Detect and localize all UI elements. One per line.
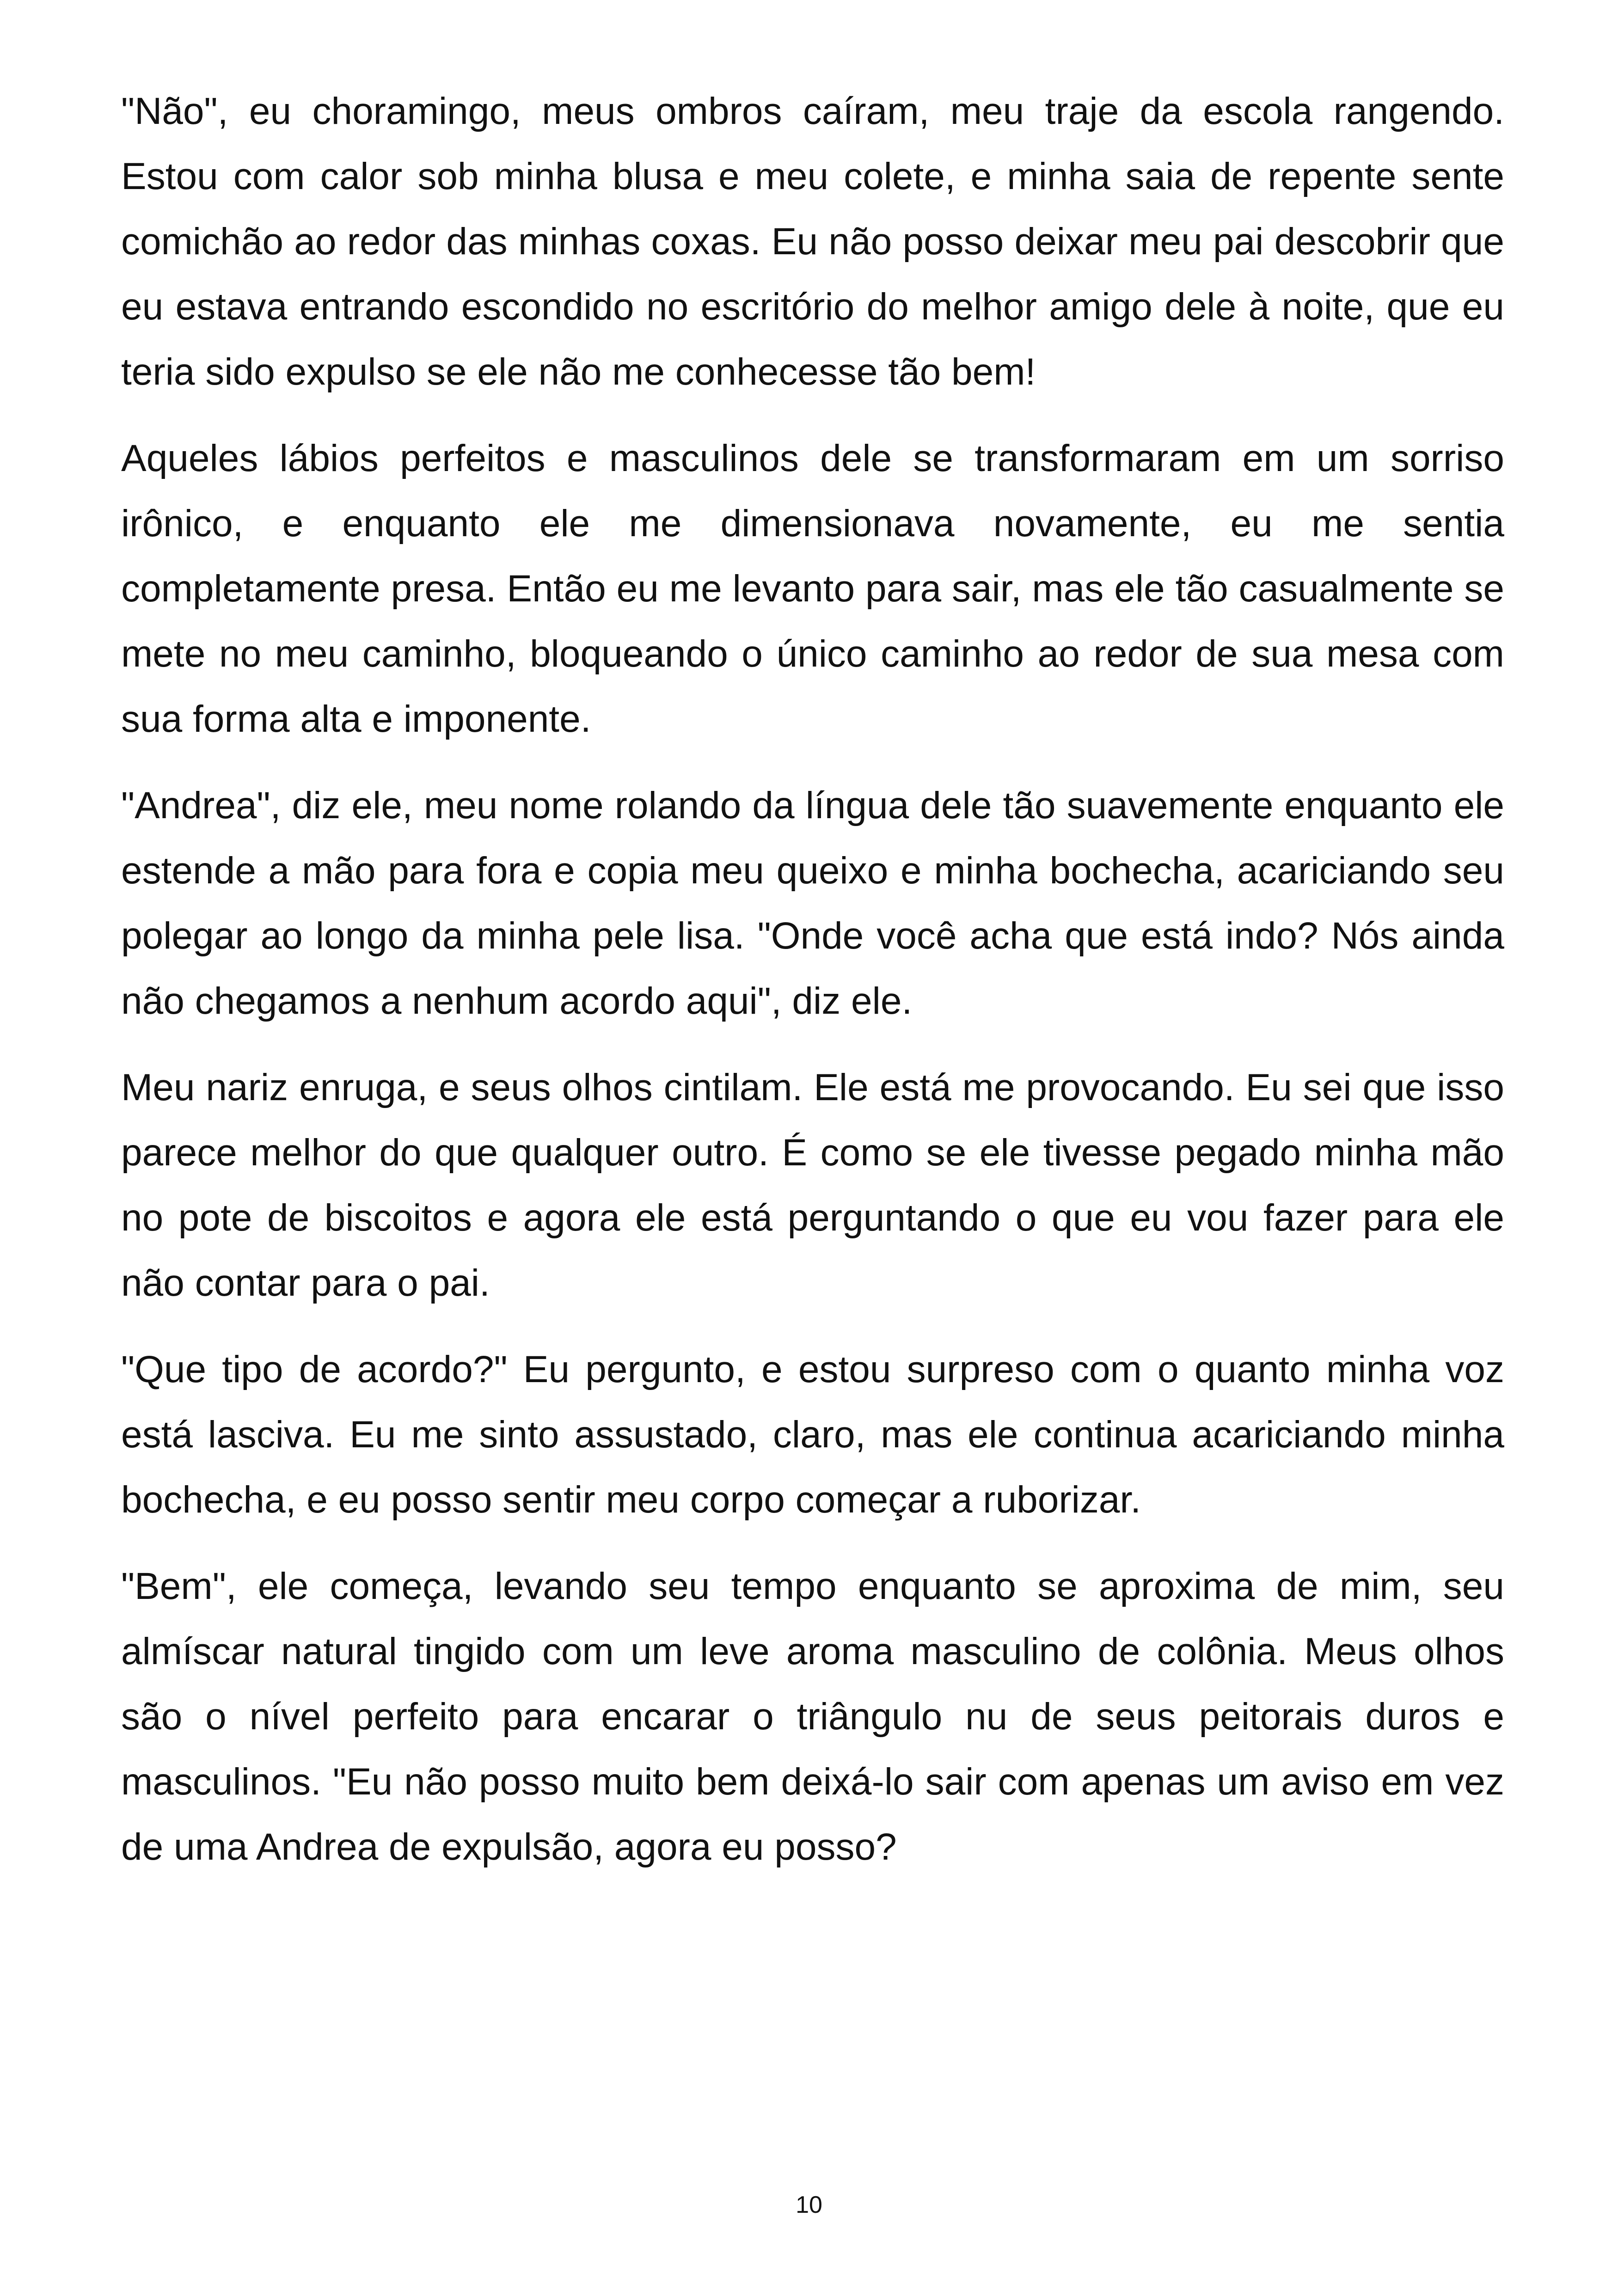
- paragraph-1: "Não", eu choramingo, meus ombros caíram, meu traje da escola rangendo. Estou com calor sob minha blusa e meu colete, e minha saia de repente sente comichão ao redor das minhas coxas. Eu não posso deixar meu pai descobrir que eu estava entrando escondido no escritório do melhor amigo dele à noite, que eu teria sido expulso se ele não me conhecesse tão bem!: [121, 90, 1504, 393]
- paragraph-5: "Que tipo de acordo?" Eu pergunto, e estou surpreso com o quanto minha voz está lasciva. Eu me sinto assustado, claro, mas ele continua acariciando minha bochecha, e eu posso sentir meu corpo começar a ruborizar.: [121, 1348, 1504, 1521]
- paragraph-4: Meu nariz enruga, e seus olhos cintilam. Ele está me provocando. Eu sei que isso parece melhor do que qualquer outro. É como se ele tivesse pegado minha mão no pote de biscoitos e agora ele está perguntando o que eu vou fazer para ele não contar para o pai.: [121, 1066, 1504, 1304]
- page-number: 10: [796, 2192, 822, 2218]
- paragraph-3: "Andrea", diz ele, meu nome rolando da língua dele tão suavemente enquanto ele estende a mão para fora e copia meu queixo e minha bochecha, acariciando seu polegar ao longo da minha pele lisa. "Onde você acha que está indo? Nós ainda não chegamos a nenhum acordo aqui", diz ele.: [121, 784, 1504, 1022]
- paragraph-6: "Bem", ele começa, levando seu tempo enquanto se aproxima de mim, seu almíscar natural tingido com um leve aroma masculino de colônia. Meus olhos são o nível perfeito para encarar o triângulo nu de seus peitorais duros e masculinos. "Eu não posso muito bem deixá-lo sair com apenas um aviso em vez de uma Andrea de expulsão, agora eu posso?: [121, 1565, 1504, 1868]
- paragraph-2: Aqueles lábios perfeitos e masculinos dele se transformaram em um sorriso irônico, e enquanto ele me dimensionava novamente, eu me sentia completamente presa. Então eu me levanto para sair, mas ele tão casualmente se mete no meu caminho, bloqueando o único caminho ao redor de sua mesa com sua forma alta e imponente.: [121, 437, 1504, 740]
- body-text: [121, 79, 1504, 1901]
